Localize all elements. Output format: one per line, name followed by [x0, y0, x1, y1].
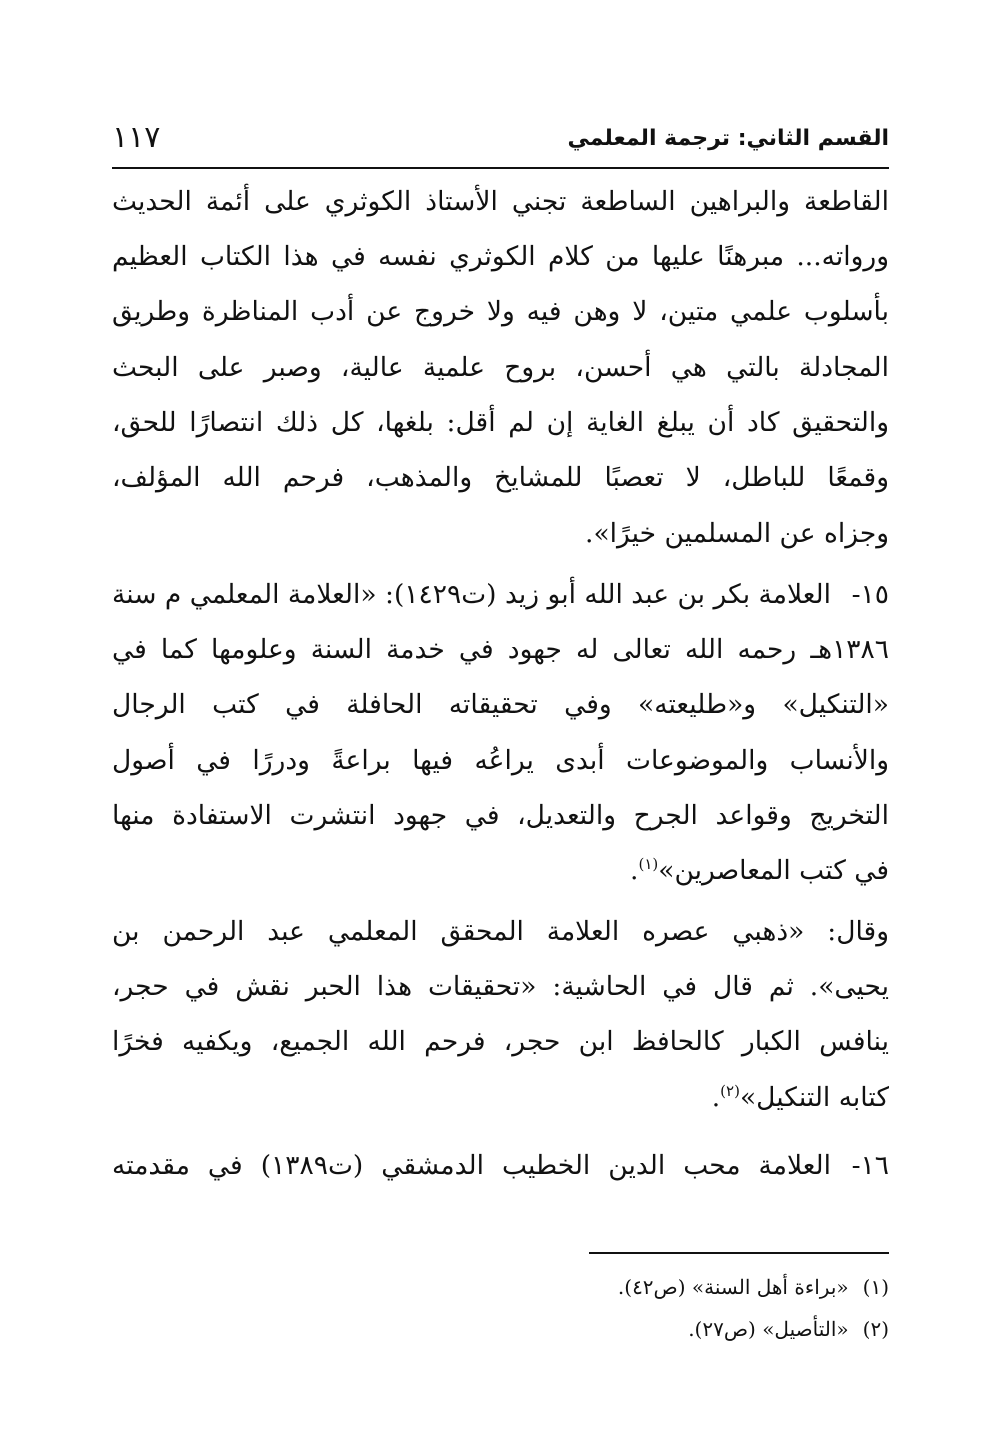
item15-line: ١٣٨٦هـ رحمه الله تعالى له جهود في خدمة السنة وعلومها كما في	[112, 634, 889, 665]
paragraph1-line: وقمعًا للباطل، لا تعصبًا للمشايخ والمذهب، فرحم الله المؤلف،	[112, 462, 889, 493]
item16-number: ١٦-	[851, 1150, 889, 1181]
paragraph1-line: وجزاه عن المسلمين خيرًا».	[585, 518, 889, 549]
item15-number: ١٥-	[851, 579, 889, 610]
item16-line: العلامة محب الدين الخطيب الدمشقي (ت١٣٨٩) في مقدمته	[112, 1150, 831, 1181]
item15-line: العلامة بكر بن عبد الله أبو زيد (ت١٤٢٩): «العلامة المعلمي م سنة	[112, 579, 831, 610]
footnote-rule	[589, 1252, 889, 1254]
item15-line: في كتب المعاصرين»	[658, 855, 889, 886]
item15-end: .	[630, 855, 639, 886]
footnote-text: «التأصيل» (ص٢٧).	[688, 1317, 849, 1341]
paragraph1-line: المجادلة بالتي هي أحسن، بروح علمية عالية، وصبر على البحث	[112, 352, 889, 383]
header-rule	[112, 167, 889, 169]
page-number: ١١٧	[112, 120, 161, 155]
item15-line: التخريج وقواعد الجرح والتعديل، في جهود انتشرت الاستفادة منها	[112, 800, 889, 831]
page-header	[112, 120, 889, 164]
running-title: القسم الثاني: ترجمة المعلمي	[567, 126, 889, 151]
footnote-2	[688, 1317, 889, 1341]
paragraph2-line: يحيى». ثم قال في الحاشية: «تحقيقات هذا الحبر نقش في حجر،	[112, 971, 889, 1002]
footnote-text: «براءة أهل السنة» (ص٤٢).	[617, 1275, 849, 1299]
paragraph2-last-line	[112, 1082, 889, 1114]
item15-line: «التنكيل» و«طليعته» وفي تحقيقاته الحافلة في كتب الرجال	[112, 689, 889, 720]
paragraph2-line: كتابه التنكيل»	[739, 1082, 889, 1113]
footnote-1	[618, 1275, 889, 1299]
paragraph2-line: ينافس الكبار كالحافظ ابن حجر، فرحم الله الجميع، ويكفيه فخرًا	[112, 1026, 889, 1057]
paragraph2-line: وقال: «ذهبي عصره العلامة المحقق المعلمي عبد الرحمن بن	[112, 916, 889, 947]
item15-last-line	[112, 855, 889, 887]
footnote-ref-2: (٢)	[720, 1082, 740, 1101]
footnote-number: (٢)	[862, 1317, 889, 1341]
paragraph1-line: القاطعة والبراهين الساطعة تجني الأستاذ الكوثري على أئمة الحديث	[112, 186, 889, 217]
footnote-number: (١)	[862, 1275, 889, 1299]
item15-line: والأنساب والموضوعات أبدى يراعُه فيها براعةً ودررًا في أصول	[112, 745, 889, 776]
paragraph1-line: بأسلوب علمي متين، لا وهن فيه ولا خروج عن أدب المناظرة وطريق	[112, 296, 889, 327]
footnote-ref-1: (١)	[638, 855, 659, 874]
paragraph1-line: والتحقيق كاد أن يبلغ الغاية إن لم أقل: بلغها، كل ذلك انتصارًا للحق،	[112, 407, 889, 438]
paragraph2-end: .	[711, 1082, 721, 1113]
paragraph1-line: ورواته... مبرهنًا عليها من كلام الكوثري نفسه في هذا الكتاب العظيم	[112, 241, 889, 272]
